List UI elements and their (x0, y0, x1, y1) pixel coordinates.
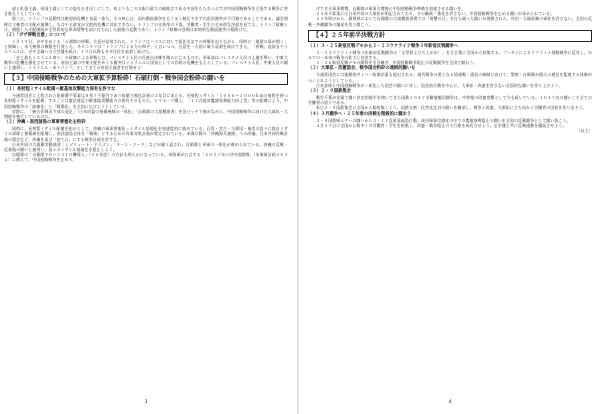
paragraph: 今通常国会に上程された防衛費予算案は８兆７千億円であり防衛力強化計画の３年目にあたる。長射程ミサイル「１０００〜２０００ｋｍの射程を持つ長射程ミサイルを配備」することは憲法違反の敵基地攻撃能力の保有そのものだ。トマホーク購入、「１２式地対艦誘導弾能力向上型」等の配備により、中国侵略戦争の「前線化」と「戦場化」を全国に広げようとしている。 (4, 93, 288, 109)
subheading: （１）長射程ミサイル配備＝敵基地攻撃能力保有を許すな (4, 87, 116, 93)
paragraph: 部と拡張主義、帝国主義としての姿をむき出しにして、何よりもこの支配の最大の破綻点である中国をたたきつぶす対中国侵略戦争を主張する戦争に突き進もうとしている。 (4, 6, 288, 17)
paragraph: ３・８国際婦人デーの闘いから３・１１反原発福島行動、成田軍事空港化の中での農地強奪阻止の闘いを全国の反戦闘争として闘い抜こう。 (316, 117, 571, 123)
paragraph: 自衛隊の「自衛隊ドローン３１０機導入」（２６年度）の方針も明らかになっている。米海軍が公言する「２０２７年の対中国開戦」（米海軍計画２０２４）に備えて、中国侵略戦争を止めろ。 (4, 152, 288, 163)
subheading: （２）沖縄・南西諸島の軍事要塞化を粉砕 (4, 120, 86, 126)
section-title: 【３】中国侵略戦争のための大軍拡予算粉砕！石破打倒・戦争国会粉砕の闘いを (4, 73, 288, 85)
subheading: （３）２・９国鉄集会 (308, 89, 351, 95)
subheading: （４）３月闘争へ・２５年春の決戦を階級的に闘おう (308, 111, 412, 117)
paragraph: 「史上最もイスラエル寄り」の政権による停戦とは、パレスチナ人民の民族自決権を踏みにじるものだ。米軍部はパレスチナ人民の土地を奪い、中東大戦争の危機を激化させている。帝国主義の中東支配をめぐる衝突はイスラエルに国家としての存続の危機をもたらしている。パレスチナ人民、中東人民の闘いと連帯し、イスラエル・米トランプ、そして全ての帝国主義者を打倒せよ！ (4, 54, 288, 71)
paragraph: 実際に、「統合作戦司令部の発足」「日米同盟の指揮統制の一体化」「自衛隊の大規模演習」を急ピッチで進めながら、中国侵略戦争に向けた大軍拡・大増税を強行しているのだ。 (4, 108, 288, 120)
paragraph: ４月２７日に全国から数多くの労働者・学生を結集し、改憲・戦争阻止の大行進を成功させよう。全学連と共に反戦運動を爆発させよう。 (316, 122, 567, 128)
paragraph: 日米共同の大規模実動演習「レゾリュート・ドラゴン」「キーン・ソード」などが繰り返され、自衛隊と米軍の一体化が進められている。沖縄の反戦・反基地の闘いと連帯し、島々のミサイル基地化を阻止しよう。 (4, 141, 288, 153)
paragraph: １月１９日、ガザをめぐる「６週間の停戦」合意が発効された。トランプはハマスに対して就任式までの停戦を迫りながら、同時に「地獄の扉が開く」と恫喝し、米大統領の権限を行使した。ネタニヤフは「トランプによる力の和平」と言いつつ、合意を一方的に破り虐殺を続けてきた。「停戦」直前までイスラエルは、ガザ全域への大空爆を続け、１９日以降もガザ住民を虐殺し続けた。 (4, 39, 288, 55)
paragraph: げできる軍事費増。自衛隊の軍事力増強と中国侵略戦争準備を加速させる闘いを。 (316, 6, 466, 11)
paragraph: ２５年予算案には日米共同の大軍拡が明記されており、その継続・強化を許さない。中国侵略戦争を止める闘いが求められている。 (316, 11, 555, 17)
page-number: 3 (144, 400, 148, 405)
paragraph: ２５年明けから、静岡県において自衛隊の大規模演習場での「射撃の日」を打ち破った闘いが展開された。岸田・石破政権の軍拡を許さない。全国の反戦・沖縄闘争の爆発を切り開こう。 (308, 16, 592, 27)
paragraph: ２・２３ウクライナ戦争３年新宿反戦闘争は「全世界よ立ち上がれ！」を合言葉に全国から結集する。プーチンによるウクライナ侵略戦争に反対し、ＮＡＴＯ・米帝の戦争の拡大と対決する。 (308, 49, 592, 61)
paragraph: 日米安保と中国侵略戦争が一体化した国会の闘いに対し、国会前行動を中心に、大軍拡・改憲を許さない全国的な闘いを作り上げよう。 (316, 82, 563, 88)
paragraph: 同時に、長射程ミサイル配備を始めとして、沖縄の軍事要塞化＝ミサイル基地化を加速度的に進めている。石垣・宮古・与那国・奄美の島々に陸自ミサイル部隊と弾薬庫を配備し、南西諸島全体を「戦場」とするための有事対処計画が策定されている。米海兵隊の「沖縄海兵連隊」への改編、日米共同作戦計画の策定など、沖縄を再び「捨て石」にする戦争計画を許すな。 (4, 126, 288, 142)
subheading: （２）大軍拡・改憲国会、戦争国会粉砕の連続的闘いを (308, 66, 416, 72)
paragraph: 動労千葉が先頭で闘い決定的地平を開いてきた国鉄１０４７名解雇撤回闘争は、中曽根の改憲攻撃として今も続いている。１０４７名の闘いこそ全ての労働者の誇りである。 (308, 95, 592, 106)
left-page (4, 6, 288, 408)
page-number: 4 (448, 400, 452, 405)
paragraph: １・２６新宿反戦デモの勝利を引き継ぎ、中国侵略戦争阻止の反戦闘争を全国で闘おう。 (316, 60, 478, 66)
closing-mark: （以上） (576, 128, 592, 134)
paragraph: 今通常国会には能動的サイバー防御法案も提出される。現代戦争の要となる情報戦・通信の統制に向けて、警察・自衛隊が個人の通信を監視する体制がつくられようとしている。 (308, 72, 592, 83)
right-page (308, 6, 592, 408)
page-gutter (297, 0, 299, 414)
section-title: 【４】２５年前半決戦方針 (308, 30, 592, 42)
paragraph: 第三に、トランプの反動性は絶望的危機と表裏一体だ。その核心は、国内階級闘争をもうまく制圧できず内乱的激突が不可避であることである。議会開催は主権者の支配が崩壊し、もはや全政党が全般的危機に対応できない。トランプの支持率の下落、労働者・学生の全米的な決起を見ても、トランプ政権とは、腐敗した支配階級が全世界的な革命情勢を前に打ち出した最後の反動であり、トランプ政権の登場は本格的な階級激突の幕開けだ。 (4, 16, 288, 32)
subheading: （１）３・２５新宿反戦デモから２・２３ウクライナ戦争３年新宿反戦闘争へ (308, 43, 459, 49)
subheading: （２）「ガザ停戦合意」について (4, 33, 67, 39)
paragraph: 本日２・９国鉄集会に全国から総結集しよう。国鉄分割・民営化反対の闘いを継承し、戦争と改憲、大軍拡に立ち向かう労働者の団結を作り出そう。 (316, 105, 587, 111)
